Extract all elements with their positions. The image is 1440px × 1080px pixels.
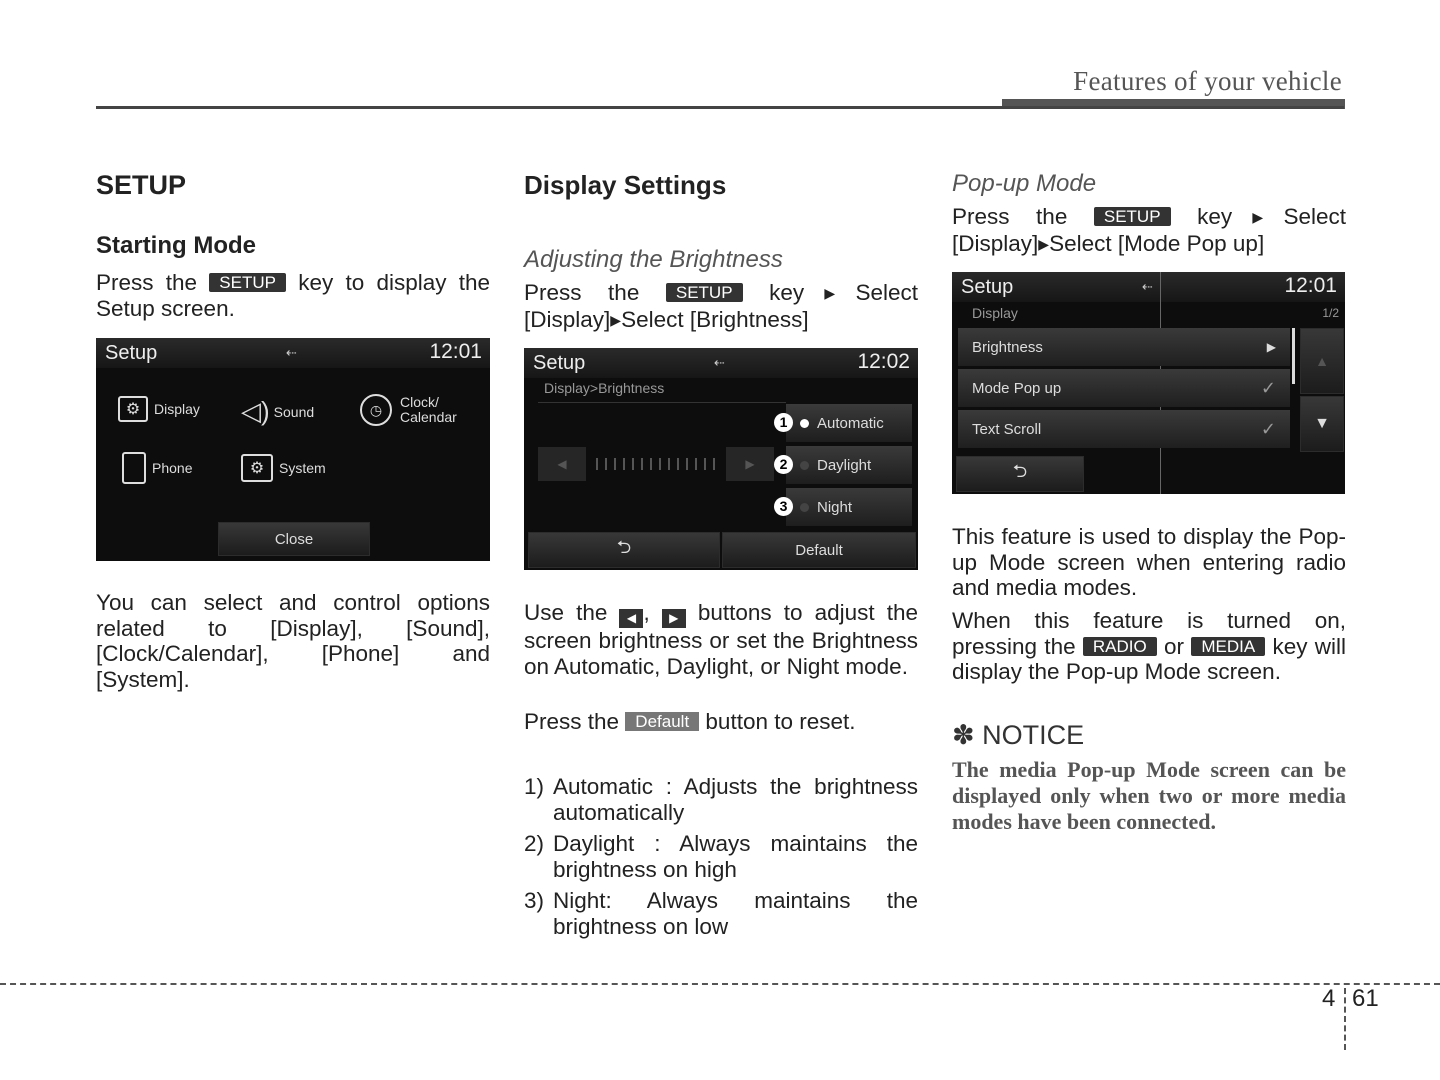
default-key-badge: Default xyxy=(625,712,699,731)
clock-icon: ◷ xyxy=(360,394,392,426)
tile-clock-calendar[interactable]: ◷ Clock/ Calendar xyxy=(360,394,470,426)
back-button[interactable]: ⮌ xyxy=(528,532,720,568)
popup-instructions: Press the SETUP key▶Select [Display]▶Select [Mode Pop up] xyxy=(952,204,1347,256)
usb-icon: ⇠ xyxy=(714,355,725,370)
tile-phone[interactable]: Phone xyxy=(122,452,192,484)
starting-mode-text: Press the SETUP key to display the Setup screen. xyxy=(96,270,490,321)
option-daylight[interactable]: 2 Daylight xyxy=(786,446,912,484)
brightness-modes-list xyxy=(524,774,918,945)
tile-display[interactable]: ⚙ Display xyxy=(118,396,200,422)
subtitle-starting-mode: Starting Mode xyxy=(96,232,256,259)
subtitle-popup-mode: Pop-up Mode xyxy=(952,170,1097,197)
page-number-separator xyxy=(1344,988,1346,1050)
page-chapter: 4 xyxy=(1322,985,1336,1012)
display-gear-icon: ⚙ xyxy=(118,396,148,422)
radio-key-badge: RADIO xyxy=(1083,637,1157,656)
list-item: 2) Daylight : Always maintains the brightness on high xyxy=(524,831,918,882)
brightness-instructions: Press the SETUP key▶Select [Display]▶Select [Brightness] xyxy=(524,280,919,332)
menu-row-text-scroll[interactable]: Text Scroll ✓ xyxy=(958,410,1290,448)
setup-key-badge: SETUP xyxy=(666,283,743,302)
callout-1: 1 xyxy=(774,413,793,432)
menu-row-brightness[interactable]: Brightness ▶ xyxy=(958,328,1290,366)
screen-clock: 12:01 xyxy=(1284,274,1337,297)
radio-icon xyxy=(800,461,809,470)
header-rule xyxy=(96,106,1344,109)
radio-icon xyxy=(800,503,809,512)
setup-options-text: You can select and control options related to [Display], [Sound], [Clock/Calendar], [Phone] and [System]. xyxy=(96,590,490,692)
popup-description: This feature is used to display the Pop-up Mode screen when entering radio and media modes. xyxy=(952,524,1346,600)
page-number: 61 xyxy=(1352,985,1379,1012)
setup-key-badge: SETUP xyxy=(209,273,286,292)
brightness-usage-text: Use the ◀ , ▶ buttons to adjust the screen brightness or set the Brightness on Automatic, Daylight, or Night mode. xyxy=(524,600,918,679)
list-item: 1) Automatic : Adjusts the brightness automatically xyxy=(524,774,918,825)
screen-clock: 12:02 xyxy=(857,350,910,373)
default-button[interactable]: Default xyxy=(722,532,916,568)
brightness-screen xyxy=(524,348,918,570)
option-night[interactable]: 3 Night xyxy=(786,488,912,526)
arrow-right-icon: ▶ xyxy=(1038,235,1050,252)
screen-title: Setup xyxy=(105,342,158,364)
screen-clock: 12:01 xyxy=(429,340,482,363)
checkmark-icon: ✓ xyxy=(1260,418,1276,439)
arrow-right-icon: ▶ xyxy=(610,311,622,328)
section-title-display-settings: Display Settings xyxy=(524,170,727,200)
phone-icon xyxy=(122,452,146,484)
setup-key-badge: SETUP xyxy=(1094,207,1171,226)
breadcrumb: Display>Brightness xyxy=(544,380,665,396)
popup-radio-media-text: When this feature is turned on, pressing the RADIO or MEDIA key will display the Pop-up Mode screen. xyxy=(952,608,1347,684)
footer-dashed-rule xyxy=(0,983,1440,985)
page-indicator: 1/2 xyxy=(1322,306,1339,320)
brightness-slider[interactable] xyxy=(596,458,716,470)
tile-sound[interactable]: ◁) Sound xyxy=(241,396,315,426)
left-arrow-button-icon: ◀ xyxy=(619,609,643,628)
popup-mode-screen xyxy=(952,272,1345,494)
right-arrow-button-icon: ▶ xyxy=(662,609,686,628)
option-automatic[interactable]: 1 Automatic xyxy=(786,404,912,442)
screen-title: Setup xyxy=(961,276,1014,298)
callout-2: 2 xyxy=(774,455,793,474)
setup-screen xyxy=(96,338,490,561)
section-title-setup: SETUP xyxy=(96,170,187,200)
callout-3: 3 xyxy=(774,497,793,516)
screen-subtitle: Display xyxy=(972,305,1018,321)
notice-title: ✽ NOTICE xyxy=(952,720,1085,750)
radio-selected-icon xyxy=(800,419,809,428)
tile-system[interactable]: ⚙ System xyxy=(241,454,326,482)
close-button[interactable]: Close xyxy=(218,522,370,556)
speaker-icon: ◁) xyxy=(241,396,270,426)
arrow-right-icon: ▶ xyxy=(1266,340,1276,354)
usb-icon: ⇠ xyxy=(286,345,297,360)
list-item: 3) Night: Always maintains the brightness on low xyxy=(524,888,918,939)
back-button[interactable]: ⮌ xyxy=(956,456,1084,492)
reset-text: Press the Default button to reset. xyxy=(524,709,856,734)
subtitle-adjusting-brightness: Adjusting the Brightness xyxy=(524,246,783,273)
increase-brightness-button[interactable]: ▶ xyxy=(726,447,774,481)
media-key-badge: MEDIA xyxy=(1191,637,1265,656)
menu-row-mode-popup[interactable]: Mode Pop up ✓ xyxy=(958,369,1290,407)
running-header: Features of your vehicle xyxy=(1073,66,1342,96)
scroll-up-button[interactable]: ▲ xyxy=(1300,328,1344,394)
usb-icon: ⇠ xyxy=(1142,279,1153,294)
notice-text: The media Pop-up Mode screen can be displayed only when two or more media modes have been connected. xyxy=(952,757,1346,834)
system-gear-icon: ⚙ xyxy=(241,454,273,482)
checkmark-icon: ✓ xyxy=(1260,377,1276,398)
arrow-right-icon: ▶ xyxy=(1232,209,1284,225)
decrease-brightness-button[interactable]: ◀ xyxy=(538,447,586,481)
scroll-down-button[interactable]: ▼ xyxy=(1300,396,1344,452)
screen-title: Setup xyxy=(533,352,586,374)
scrollbar-thumb[interactable] xyxy=(1292,328,1295,384)
arrow-right-icon: ▶ xyxy=(804,285,856,301)
